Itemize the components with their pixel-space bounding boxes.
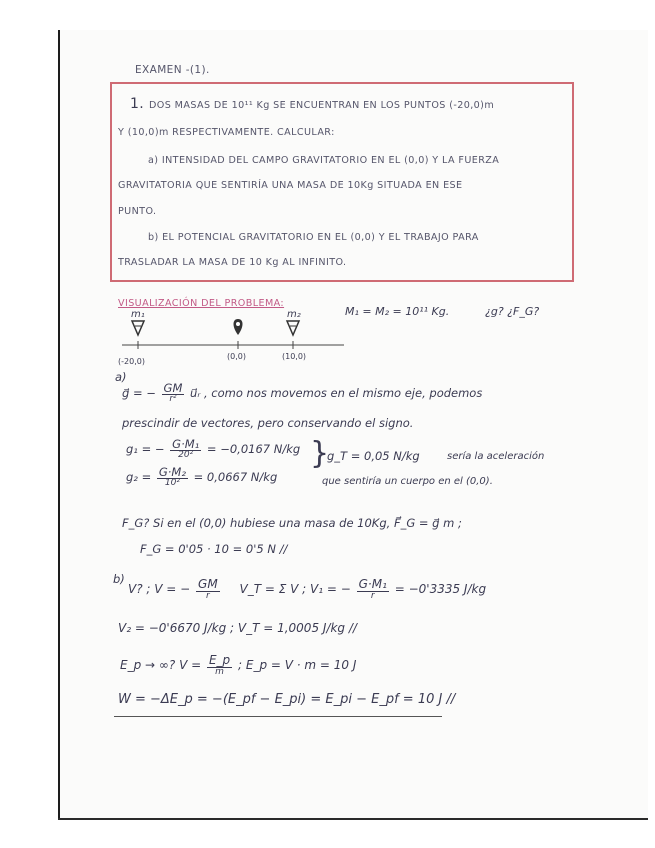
point-m1-coord: (-20,0) [118,357,145,366]
diagram-questions: ¿g? ¿F_G? [485,305,540,318]
exam-title: EXAMEN -(1). [135,64,210,76]
problem-number: 1. [130,96,145,112]
mass-1-icon [132,321,144,335]
g2-prefix: g₂ = [126,469,152,484]
point-marker-icon [234,319,243,335]
page-left-border [58,30,60,820]
energy-formula-line [120,654,356,677]
g-rest: u⃗ᵣ , como nos movemos en el mismo eje, podemos [190,385,483,400]
v-fraction [196,578,220,601]
force-result: F_G = 0'05 · 10 = 0'5 N // [140,542,288,556]
g2-result: = 0,0667 N/kg [193,469,278,484]
masses-equation: M₁ = M₂ = 10¹¹ Kg. [345,305,450,318]
g2-formula [126,466,277,489]
v1-denominator: r [370,590,375,601]
part-b-line-1: b) EL POTENCIAL GRAVITATORIO EN EL (0,0) Y EL TRABAJO PARA [148,232,479,243]
g1-prefix: g₁ = − [126,441,165,456]
g-prefix: g⃗ = − [122,385,156,400]
v-sum: V_T = Σ V ; V₁ = − [239,582,351,597]
potential-formula-line [128,578,486,601]
total-field-note-2: que sentiría un cuerpo en el (0,0). [322,476,493,487]
solution-b-label: b) [113,572,125,586]
v2-and-total-potential: V₂ = −0'6670 J/kg ; V_T = 1,0005 J/kg // [118,621,357,635]
total-field: g_T = 0,05 N/kg [327,449,420,463]
g1-result: = −0,0167 N/kg [206,441,301,456]
ep-prefix: E_p → ∞? V = [120,658,202,673]
gravity-field-formula [122,382,482,405]
ep-fraction [207,654,232,677]
g1-denominator: 20² [178,450,194,461]
work-formula: W = −ΔE_p = −(E_pf − E_pi) = E_pi − E_pf = 10 J // [118,692,456,707]
m2-label: m₂ [287,309,301,320]
ep-numerator: E_p [208,653,231,667]
gravity-note: prescindir de vectores, pero conservando el signo. [122,416,414,430]
part-a-line-2: GRAVITATORIA QUE SENTIRÍA UNA MASA DE 10Kg SITUADA EN ESE [118,180,463,191]
g2-denominator: 10² [164,478,180,489]
g2-numerator: G·M₂ [158,465,186,479]
problem-line-1: DOS MASAS DE 10¹¹ Kg SE ENCUENTRAN EN LOS PUNTOS (-20,0)m [149,100,495,111]
v1-result: = −0'3335 J/kg [394,582,487,597]
force-question: F_G? Si en el (0,0) hubiese una masa de 10Kg, F⃗_G = g⃗ m ; [122,516,462,530]
g1-fraction [170,438,201,461]
part-a-line-3: PUNTO. [118,206,157,217]
v-numerator: GM [198,577,218,591]
problem-line-2: Y (10,0)m RESPECTIVAMENTE. CALCULAR: [118,127,335,138]
v-prefix: V? ; V = − [128,582,191,597]
total-field-note-1: sería la aceleración [447,451,545,462]
work-underline [114,716,442,717]
page-bottom-border [58,818,648,820]
g-denominator: r² [169,394,177,405]
g-numerator: GM [163,381,183,395]
brace-symbol: } [310,436,330,471]
m1-label: m₁ [131,309,145,320]
solution-a-label: a) [115,370,127,384]
part-b-line-2: TRASLADAR LA MASA DE 10 Kg AL INFINITO. [118,257,347,268]
mass-2-icon [287,321,299,335]
point-origin-coord: (0,0) [227,352,246,361]
v1-numerator: G·M₁ [358,577,387,591]
diagram-heading: VISUALIZACIÓN DEL PROBLEMA: [118,298,285,309]
ep-denominator: m [215,666,224,677]
g2-fraction [157,466,188,489]
v-denominator: r [206,590,210,601]
ep-result: ; E_p = V · m = 10 J [238,658,357,673]
g1-formula [126,438,300,461]
g1-numerator: G·M₁ [172,437,200,451]
v1-fraction [357,578,389,601]
g-fraction [162,382,185,405]
part-a-line-1: a) INTENSIDAD DEL CAMPO GRAVITATORIO EN EL (0,0) Y LA FUERZA [148,155,500,166]
number-line-diagram [118,315,348,355]
point-m2-coord: (10,0) [282,352,307,361]
